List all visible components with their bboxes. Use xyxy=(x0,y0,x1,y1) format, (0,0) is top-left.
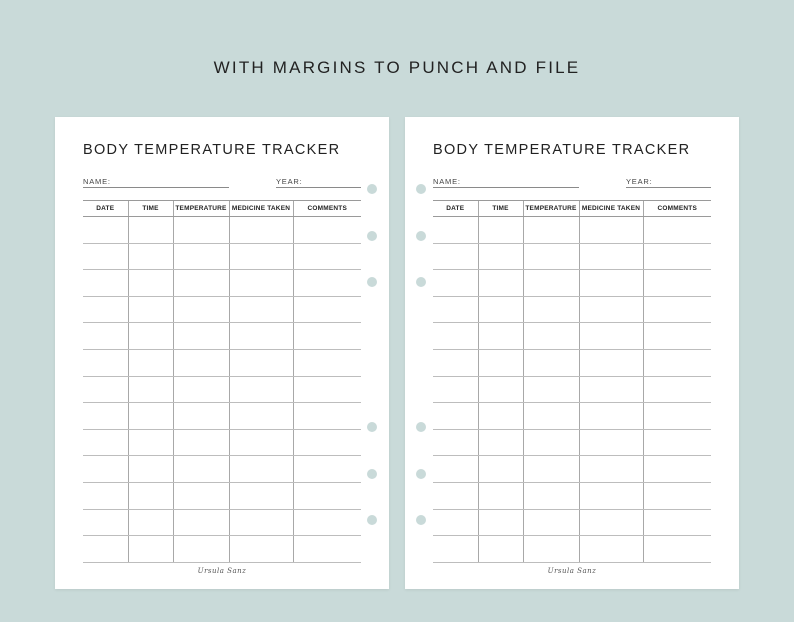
table-cell[interactable] xyxy=(579,536,643,563)
name-field[interactable]: NAME: xyxy=(433,178,579,188)
table-cell[interactable] xyxy=(229,296,293,323)
punch-hole-marker xyxy=(416,469,426,479)
table-row xyxy=(83,509,361,536)
table-cell[interactable] xyxy=(433,349,478,376)
table-cell[interactable] xyxy=(523,243,579,270)
tracker-table xyxy=(83,200,361,563)
column-header-comments: COMMENTS xyxy=(293,201,361,217)
table-cell[interactable] xyxy=(433,217,478,244)
table-cell[interactable] xyxy=(523,536,579,563)
table-cell[interactable] xyxy=(293,296,361,323)
table-cell[interactable] xyxy=(643,403,711,430)
table-cell[interactable] xyxy=(128,323,173,350)
column-header-temperature: TEMPERATURE xyxy=(523,201,579,217)
punch-hole-marker xyxy=(367,184,377,194)
table-cell[interactable] xyxy=(433,243,478,270)
table-cell[interactable] xyxy=(293,217,361,244)
table-cell[interactable] xyxy=(643,509,711,536)
table-cell[interactable] xyxy=(643,296,711,323)
table-cell[interactable] xyxy=(579,270,643,297)
table-cell[interactable] xyxy=(433,376,478,403)
punch-hole-marker xyxy=(367,277,377,287)
planner-page-left xyxy=(55,117,389,589)
column-header-time: TIME xyxy=(478,201,523,217)
table-cell[interactable] xyxy=(523,429,579,456)
year-field[interactable]: YEAR: xyxy=(626,178,711,188)
table-row xyxy=(83,536,361,563)
table-cell[interactable] xyxy=(173,509,229,536)
table-cell[interactable] xyxy=(173,349,229,376)
table-cell[interactable] xyxy=(523,217,579,244)
tracker-table xyxy=(433,200,711,563)
table-cell[interactable] xyxy=(433,509,478,536)
table-row xyxy=(433,536,711,563)
table-cell[interactable] xyxy=(433,270,478,297)
table-cell[interactable] xyxy=(523,482,579,509)
table-cell[interactable] xyxy=(523,456,579,483)
table-cell[interactable] xyxy=(83,296,128,323)
table-cell[interactable] xyxy=(229,243,293,270)
table-cell[interactable] xyxy=(478,270,523,297)
table-row xyxy=(433,482,711,509)
table-row xyxy=(83,376,361,403)
table-cell[interactable] xyxy=(579,323,643,350)
table-cell[interactable] xyxy=(643,349,711,376)
table-cell[interactable] xyxy=(643,270,711,297)
table-cell[interactable] xyxy=(128,217,173,244)
table-cell[interactable] xyxy=(173,456,229,483)
table-row xyxy=(83,482,361,509)
table-cell[interactable] xyxy=(478,217,523,244)
table-row xyxy=(433,217,711,244)
table-cell[interactable] xyxy=(523,403,579,430)
table-cell[interactable] xyxy=(83,482,128,509)
punch-hole-marker xyxy=(367,469,377,479)
table-cell[interactable] xyxy=(128,429,173,456)
table-row xyxy=(433,296,711,323)
table-cell[interactable] xyxy=(83,323,128,350)
table-row xyxy=(83,270,361,297)
planner-page-right xyxy=(405,117,739,589)
punch-hole-marker xyxy=(416,422,426,432)
table-cell[interactable] xyxy=(579,403,643,430)
table-cell[interactable] xyxy=(579,349,643,376)
table-cell[interactable] xyxy=(128,270,173,297)
table-cell[interactable] xyxy=(128,296,173,323)
table-cell[interactable] xyxy=(229,536,293,563)
table-cell[interactable] xyxy=(579,217,643,244)
page-title: BODY TEMPERATURE TRACKER xyxy=(433,142,691,158)
table-cell[interactable] xyxy=(579,482,643,509)
table-cell[interactable] xyxy=(293,243,361,270)
table-row xyxy=(83,429,361,456)
table-cell[interactable] xyxy=(293,349,361,376)
table-cell[interactable] xyxy=(523,376,579,403)
table-cell[interactable] xyxy=(128,349,173,376)
punch-hole-marker xyxy=(416,231,426,241)
table-row xyxy=(433,429,711,456)
table-cell[interactable] xyxy=(173,403,229,430)
table-header-row xyxy=(433,201,711,217)
table-cell[interactable] xyxy=(579,296,643,323)
table-cell[interactable] xyxy=(478,536,523,563)
table-row xyxy=(83,456,361,483)
table-cell[interactable] xyxy=(579,456,643,483)
column-header-medicine: MEDICINE TAKEN xyxy=(579,201,643,217)
punch-hole-marker xyxy=(367,515,377,525)
table-cell[interactable] xyxy=(173,243,229,270)
table-cell[interactable] xyxy=(579,376,643,403)
table-cell[interactable] xyxy=(83,376,128,403)
table-cell[interactable] xyxy=(173,482,229,509)
banner-heading: WITH MARGINS TO PUNCH AND FILE xyxy=(213,58,581,77)
table-cell[interactable] xyxy=(478,509,523,536)
table-body xyxy=(433,217,711,563)
table-row xyxy=(83,243,361,270)
table-cell[interactable] xyxy=(173,217,229,244)
table-row xyxy=(433,376,711,403)
table-cell[interactable] xyxy=(229,376,293,403)
table-row xyxy=(83,349,361,376)
table-cell[interactable] xyxy=(293,456,361,483)
table-row xyxy=(433,403,711,430)
table-cell[interactable] xyxy=(433,482,478,509)
table-row xyxy=(83,403,361,430)
table-cell[interactable] xyxy=(128,243,173,270)
table-row xyxy=(83,217,361,244)
column-header-time: TIME xyxy=(128,201,173,217)
punch-hole-marker xyxy=(416,277,426,287)
name-field[interactable]: NAME: xyxy=(83,178,229,188)
table-cell[interactable] xyxy=(643,429,711,456)
table-cell[interactable] xyxy=(173,270,229,297)
table-cell[interactable] xyxy=(293,403,361,430)
table-header-row xyxy=(83,201,361,217)
table-cell[interactable] xyxy=(433,296,478,323)
punch-hole-marker xyxy=(416,184,426,194)
table-cell[interactable] xyxy=(433,456,478,483)
table-cell[interactable] xyxy=(229,270,293,297)
table-row xyxy=(433,323,711,350)
table-cell[interactable] xyxy=(83,403,128,430)
table-cell[interactable] xyxy=(293,429,361,456)
table-cell[interactable] xyxy=(579,429,643,456)
table-body xyxy=(83,217,361,563)
table-cell[interactable] xyxy=(478,243,523,270)
table-cell[interactable] xyxy=(229,429,293,456)
table-cell[interactable] xyxy=(293,376,361,403)
column-header-medicine: MEDICINE TAKEN xyxy=(229,201,293,217)
table-cell[interactable] xyxy=(128,509,173,536)
table-cell[interactable] xyxy=(128,403,173,430)
punch-hole-marker xyxy=(367,422,377,432)
table-cell[interactable] xyxy=(173,429,229,456)
table-cell[interactable] xyxy=(643,243,711,270)
column-header-comments: COMMENTS xyxy=(643,201,711,217)
table-row xyxy=(433,509,711,536)
table-cell[interactable] xyxy=(293,536,361,563)
table-row xyxy=(433,349,711,376)
table-cell[interactable] xyxy=(523,349,579,376)
table-cell[interactable] xyxy=(478,456,523,483)
table-cell[interactable] xyxy=(128,482,173,509)
column-header-date: DATE xyxy=(83,201,128,217)
table-row xyxy=(433,243,711,270)
table-cell[interactable] xyxy=(523,270,579,297)
table-cell[interactable] xyxy=(478,376,523,403)
designer-signature: Ursula Sanz xyxy=(547,567,597,575)
table-cell[interactable] xyxy=(173,376,229,403)
table-cell[interactable] xyxy=(478,349,523,376)
table-cell[interactable] xyxy=(293,323,361,350)
table-cell[interactable] xyxy=(643,376,711,403)
table-cell[interactable] xyxy=(643,456,711,483)
table-cell[interactable] xyxy=(173,296,229,323)
table-cell[interactable] xyxy=(83,270,128,297)
table-cell[interactable] xyxy=(478,482,523,509)
table-row xyxy=(433,456,711,483)
table-cell[interactable] xyxy=(83,349,128,376)
punch-hole-marker xyxy=(367,231,377,241)
table-cell[interactable] xyxy=(478,403,523,430)
table-cell[interactable] xyxy=(433,323,478,350)
table-cell[interactable] xyxy=(478,296,523,323)
table-cell[interactable] xyxy=(229,403,293,430)
table-row xyxy=(433,270,711,297)
table-cell[interactable] xyxy=(293,482,361,509)
table-cell[interactable] xyxy=(433,403,478,430)
table-cell[interactable] xyxy=(579,509,643,536)
table-cell[interactable] xyxy=(229,217,293,244)
table-cell[interactable] xyxy=(523,323,579,350)
designer-signature: Ursula Sanz xyxy=(197,567,247,575)
table-cell[interactable] xyxy=(83,509,128,536)
table-cell[interactable] xyxy=(643,482,711,509)
table-cell[interactable] xyxy=(83,217,128,244)
table-cell[interactable] xyxy=(229,456,293,483)
table-cell[interactable] xyxy=(579,243,643,270)
column-header-date: DATE xyxy=(433,201,478,217)
table-cell[interactable] xyxy=(173,323,229,350)
punch-hole-marker xyxy=(416,515,426,525)
table-cell[interactable] xyxy=(83,456,128,483)
year-field[interactable]: YEAR: xyxy=(276,178,361,188)
table-cell[interactable] xyxy=(83,243,128,270)
table-cell[interactable] xyxy=(478,429,523,456)
table-cell[interactable] xyxy=(128,456,173,483)
table-cell[interactable] xyxy=(478,323,523,350)
table-cell[interactable] xyxy=(173,536,229,563)
table-cell[interactable] xyxy=(229,323,293,350)
table-cell[interactable] xyxy=(433,536,478,563)
table-cell[interactable] xyxy=(293,270,361,297)
table-cell[interactable] xyxy=(229,509,293,536)
column-header-temperature: TEMPERATURE xyxy=(173,201,229,217)
table-cell[interactable] xyxy=(643,217,711,244)
table-cell[interactable] xyxy=(523,509,579,536)
table-cell[interactable] xyxy=(128,376,173,403)
table-cell[interactable] xyxy=(643,536,711,563)
table-cell[interactable] xyxy=(433,429,478,456)
table-cell[interactable] xyxy=(83,536,128,563)
table-cell[interactable] xyxy=(293,509,361,536)
table-cell[interactable] xyxy=(229,349,293,376)
table-cell[interactable] xyxy=(229,482,293,509)
table-row xyxy=(83,296,361,323)
table-cell[interactable] xyxy=(128,536,173,563)
table-cell[interactable] xyxy=(643,323,711,350)
table-cell[interactable] xyxy=(83,429,128,456)
table-row xyxy=(83,323,361,350)
table-cell[interactable] xyxy=(523,296,579,323)
page-title: BODY TEMPERATURE TRACKER xyxy=(83,142,341,158)
